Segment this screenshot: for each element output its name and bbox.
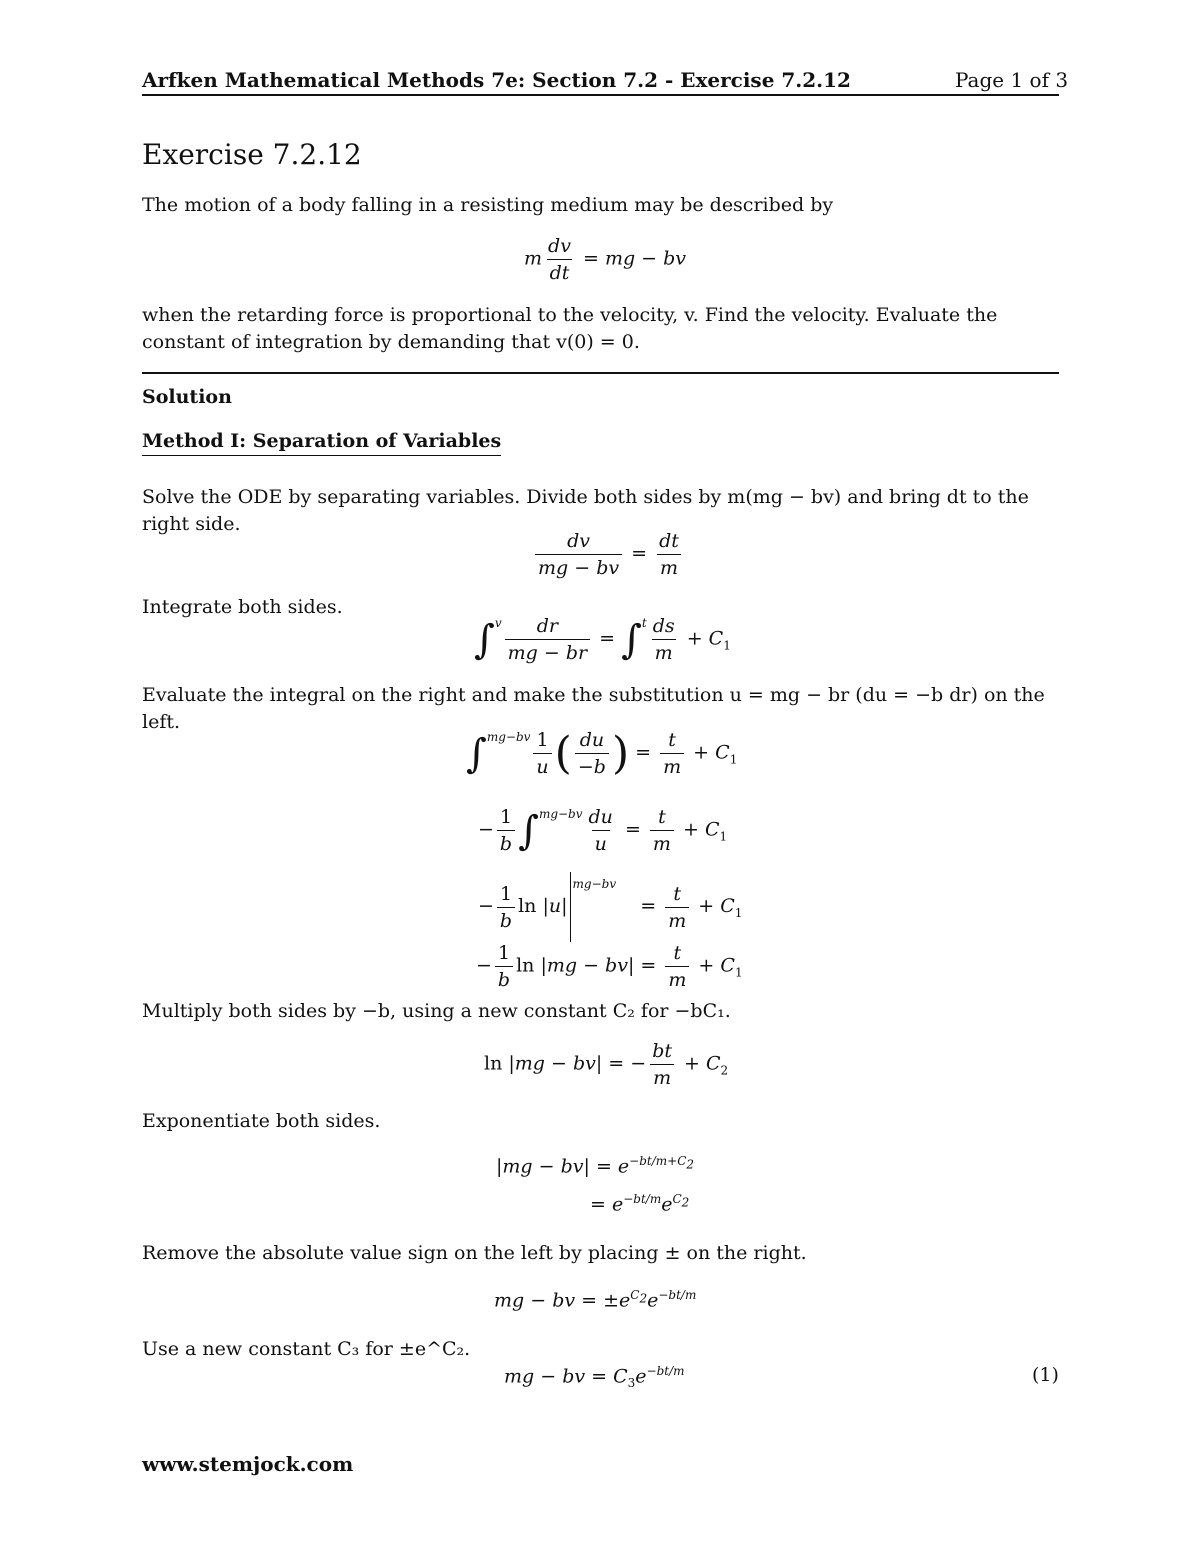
equation-log: ln |mg − bv| = − $\frac{bt}{m}$ + $C_2$: [484, 1040, 729, 1089]
header-rule: [142, 94, 1059, 96]
equation-exp-1: $|mg - bv| = e^{-bt/m+C_2}$: [496, 1154, 695, 1178]
page-number: Page 1 of 3: [955, 68, 1069, 92]
equation-sub-4: − $\frac{1}{b}$ ln |mg − bv| = $\frac{t}{m}$ + $C_1$: [476, 942, 743, 991]
step-substitute-text: Evaluate the integral on the right and make the substitution u = mg − br (du = −b dr) on the left.: [142, 684, 1045, 733]
running-header-title: Arfken Mathematical Methods 7e: Section 7.2 - Exercise 7.2.12: [142, 68, 851, 92]
step-exponentiate-text: Exponentiate both sides.: [142, 1110, 381, 1132]
intro-text: The motion of a body falling in a resisting medium may be described by: [142, 194, 834, 216]
equation-sub-3: − $\frac{1}{b}$ $\ln |u|^{mg-bv}$ = $\frac{t}{m}$ + $C_1$: [478, 872, 742, 942]
equation-exp-2: = $e^{-bt/m}e^{C_2}$: [590, 1192, 690, 1216]
section-rule: [142, 372, 1059, 374]
equation-pm: mg − bv = $\pm e^{C_2}e^{-bt/m}$: [494, 1288, 697, 1312]
step-constant-text: Use a new constant C₃ for ±e^C₂.: [142, 1338, 471, 1360]
step-multiply-text: Multiply both sides by −b, using a new constant C₂ for −bC₁.: [142, 1000, 731, 1022]
footer-url[interactable]: www.stemjock.com: [142, 1452, 354, 1476]
equation-final: mg − bv = $C_3e^{-bt/m}$: [504, 1364, 685, 1391]
step-abs-text: Remove the absolute value sign on the left by placing ± on the right.: [142, 1242, 807, 1264]
step-integrate-text: Integrate both sides.: [142, 596, 343, 618]
solution-label: Solution: [142, 386, 232, 408]
step-divide-text: Solve the ODE by separating variables. Divide both sides by m(mg − bv) and bring dt to the right side.: [142, 486, 1029, 535]
equation-sub-2: − $\frac{1}{b}$ ∫$^{mg-bv}$ $\frac{du}{u}$ = $\frac{t}{m}$ + $C_1$: [478, 806, 728, 855]
exercise-title: Exercise 7.2.12: [142, 138, 362, 171]
method-title: Method I: Separation of Variables: [142, 430, 501, 456]
equation-separated: $\frac{dv}{mg - bv}$ = $\frac{dt}{m}$: [532, 530, 685, 579]
equation-number: (1): [1032, 1364, 1059, 1386]
equation-ode: m $\frac{dv}{dt}$ = mg − bv: [524, 235, 687, 284]
equation-integral: ∫$^v$ $\frac{dr}{mg - br}$ = ∫$^t$ $\frac{ds}{m}$ + $C_1$: [474, 615, 731, 664]
equation-sub-1: ∫$^{mg-bv}$ $\frac{1}{u}$ ( $\frac{du}{-b}$ ) = $\frac{t}{m}$ + $C_1$: [466, 728, 738, 779]
problem-text: when the retarding force is proportional to the velocity, v. Find the velocity. Evaluate the constant of integration by demanding that v(0) = 0.: [142, 304, 998, 353]
